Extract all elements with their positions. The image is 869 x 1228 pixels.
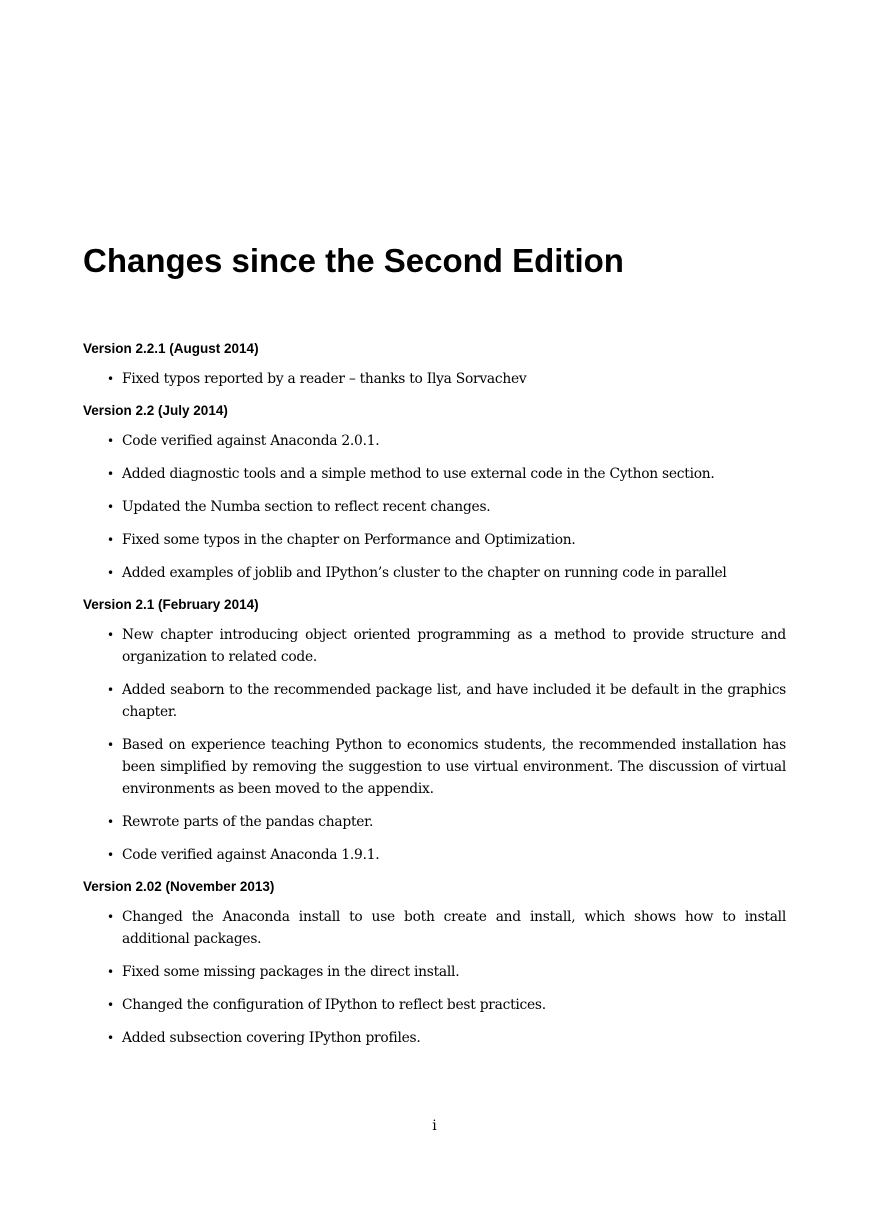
page-number: i: [432, 1118, 437, 1134]
change-text: Changed the configuration of IPython to reflect best practices.: [122, 997, 546, 1013]
change-text: Code verified against Anaconda 1.9.1.: [122, 847, 380, 863]
change-text: Changed the Anaconda install to use both create and install, which shows how to install additional packages.: [122, 909, 786, 947]
bullet-icon: •: [107, 500, 114, 514]
bullet-icon: •: [107, 434, 114, 448]
change-text: Added subsection covering IPython profiles.: [122, 1030, 421, 1046]
bullet-icon: •: [107, 965, 114, 979]
change-text: Added seaborn to the recommended package list, and have included it be default in the graphics chapter.: [122, 682, 786, 720]
change-item: [83, 811, 786, 833]
change-text: Based on experience teaching Python to economics students, the recommended installation has been simplified by removing the suggestion to use virtual environment. The discussion of virtual environments as been moved to the appendix.: [122, 737, 786, 797]
change-item: [83, 624, 786, 668]
change-text: Rewrote parts of the pandas chapter.: [122, 814, 374, 830]
change-text: Fixed some missing packages in the direct install.: [122, 964, 460, 980]
change-item: [83, 679, 786, 723]
version-section: [83, 402, 786, 584]
change-item: [83, 496, 786, 518]
document-page: [83, 0, 786, 1228]
bullet-icon: •: [107, 566, 114, 580]
change-text: Fixed some typos in the chapter on Performance and Optimization.: [122, 532, 576, 548]
change-text: Updated the Numba section to reflect recent changes.: [122, 499, 491, 515]
changelog-content: [83, 340, 786, 1061]
change-list: [83, 430, 786, 584]
bullet-icon: •: [107, 998, 114, 1012]
change-item: [83, 994, 786, 1016]
change-item: [83, 463, 786, 485]
change-text: Added diagnostic tools and a simple method to use external code in the Cython section.: [122, 466, 715, 482]
change-item: [83, 906, 786, 950]
version-section: [83, 340, 786, 390]
bullet-icon: •: [107, 815, 114, 829]
version-section: [83, 596, 786, 866]
change-item: [83, 844, 786, 866]
version-heading: Version 2.1 (February 2014): [83, 597, 259, 612]
change-list: [83, 906, 786, 1049]
bullet-icon: •: [107, 372, 114, 386]
version-heading: Version 2.02 (November 2013): [83, 879, 275, 894]
change-item: [83, 430, 786, 452]
change-item: [83, 734, 786, 800]
chapter-title: Changes since the Second Edition: [83, 242, 624, 279]
change-item: [83, 529, 786, 551]
bullet-icon: •: [107, 467, 114, 481]
version-heading: Version 2.2.1 (August 2014): [83, 341, 259, 356]
bullet-icon: •: [107, 1031, 114, 1045]
change-item: [83, 562, 786, 584]
version-heading: Version 2.2 (July 2014): [83, 403, 228, 418]
bullet-icon: •: [107, 848, 114, 862]
bullet-icon: •: [107, 683, 114, 697]
change-list: [83, 368, 786, 390]
bullet-icon: •: [107, 533, 114, 547]
bullet-icon: •: [107, 628, 114, 642]
bullet-icon: •: [107, 738, 114, 752]
change-item: [83, 961, 786, 983]
change-text: Added examples of joblib and IPython’s cluster to the chapter on running code in parallel: [122, 565, 727, 581]
bullet-icon: •: [107, 910, 114, 924]
change-item: [83, 368, 786, 390]
change-list: [83, 624, 786, 866]
change-text: Code verified against Anaconda 2.0.1.: [122, 433, 380, 449]
change-text: Fixed typos reported by a reader – thanks to Ilya Sorvachev: [122, 371, 527, 387]
change-item: [83, 1027, 786, 1049]
change-text: New chapter introducing object oriented programming as a method to provide structure and organization to related code.: [122, 627, 786, 665]
version-section: [83, 878, 786, 1049]
